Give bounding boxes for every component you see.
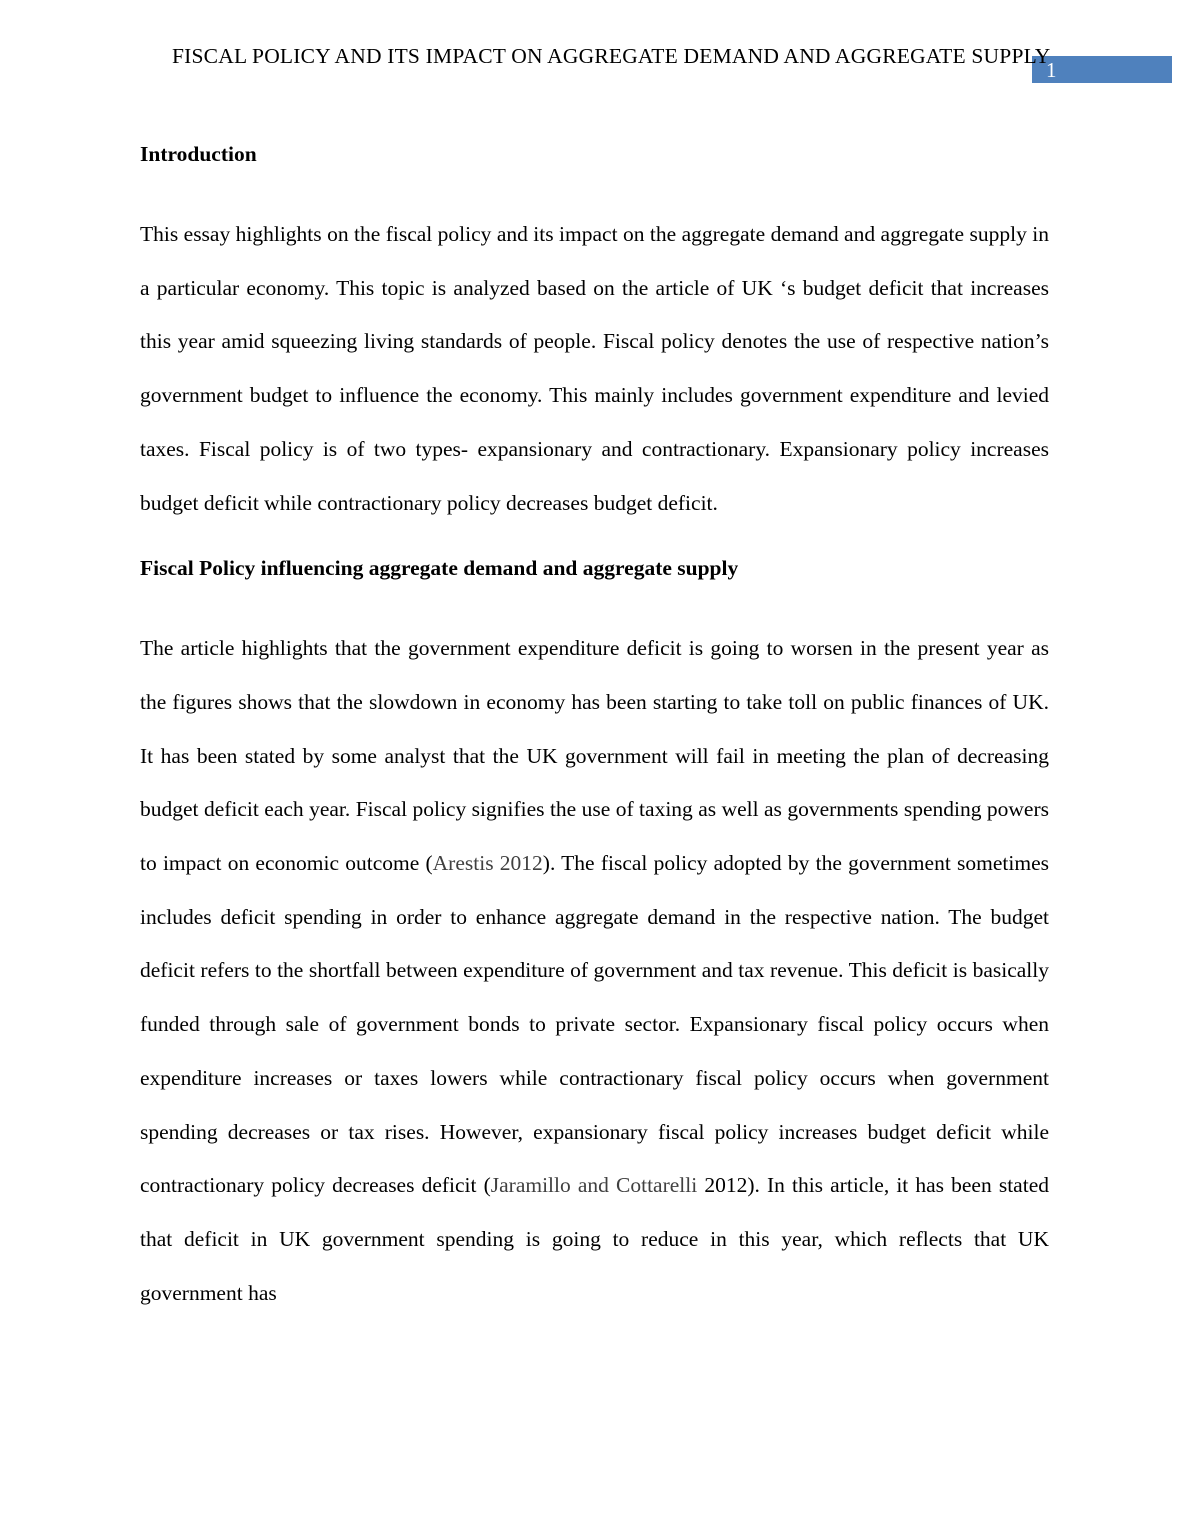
running-header-title: FISCAL POLICY AND ITS IMPACT ON AGGREGATE DEMAND AND AGGREGATE SUPPLY <box>172 44 1051 68</box>
citation-jaramillo-cottarelli: Jaramillo and Cottarelli <box>490 1173 698 1198</box>
introduction-heading: Introduction <box>140 142 257 166</box>
introduction-paragraph: This essay highlights on the fiscal policy and its impact on the aggregate demand and aggregate supply in a particular economy. This topic is analyzed based on the article of UK ‘s budget deficit that increases this year amid squeezing living standards of people. Fiscal policy denotes the use of respective nation’s government budget to influence the economy. This mainly includes government expenditure and levied taxes. Fiscal policy is of two types- expansionary and contractionary. Expansionary policy increases budget deficit while contractionary policy decreases budget deficit. <box>140 222 1049 515</box>
paragraph-text-part-3: 2012). In this article, it has been stated that deficit in UK government spending is going to reduce in this year, which reflects that UK government has <box>140 1173 1049 1305</box>
paragraph-text-part-2: ). The fiscal policy adopted by the government sometimes includes deficit spending in order to enhance aggregate demand in the respective nation. The budget deficit refers to the shortfall between expenditure of government and tax revenue. This deficit is basically funded through sale of government bonds to private sector. Expansionary fiscal policy occurs when expenditure increases or taxes lowers while contractionary fiscal policy occurs when government spending decreases or tax rises. However, expansionary fiscal policy increases budget deficit while contractionary policy decreases deficit ( <box>140 851 1049 1198</box>
citation-arestis: Arestis 2012 <box>432 851 543 876</box>
paragraph-text-part-1: The article highlights that the government expenditure deficit is going to worsen in the present year as the figures shows that the slowdown in economy has been starting to take toll on public finances of UK. It has been stated by some analyst that the UK government will fail in meeting the plan of decreasing budget deficit each year. Fiscal policy signifies the use of taxing as well as governments spending powers to impact on economic outcome ( <box>140 636 1049 876</box>
fiscal-policy-paragraph <box>140 622 1049 1320</box>
fiscal-policy-heading: Fiscal Policy influencing aggregate demand and aggregate supply <box>140 556 739 581</box>
page-number: 1 <box>1046 58 1057 82</box>
document-body <box>140 136 1049 1320</box>
